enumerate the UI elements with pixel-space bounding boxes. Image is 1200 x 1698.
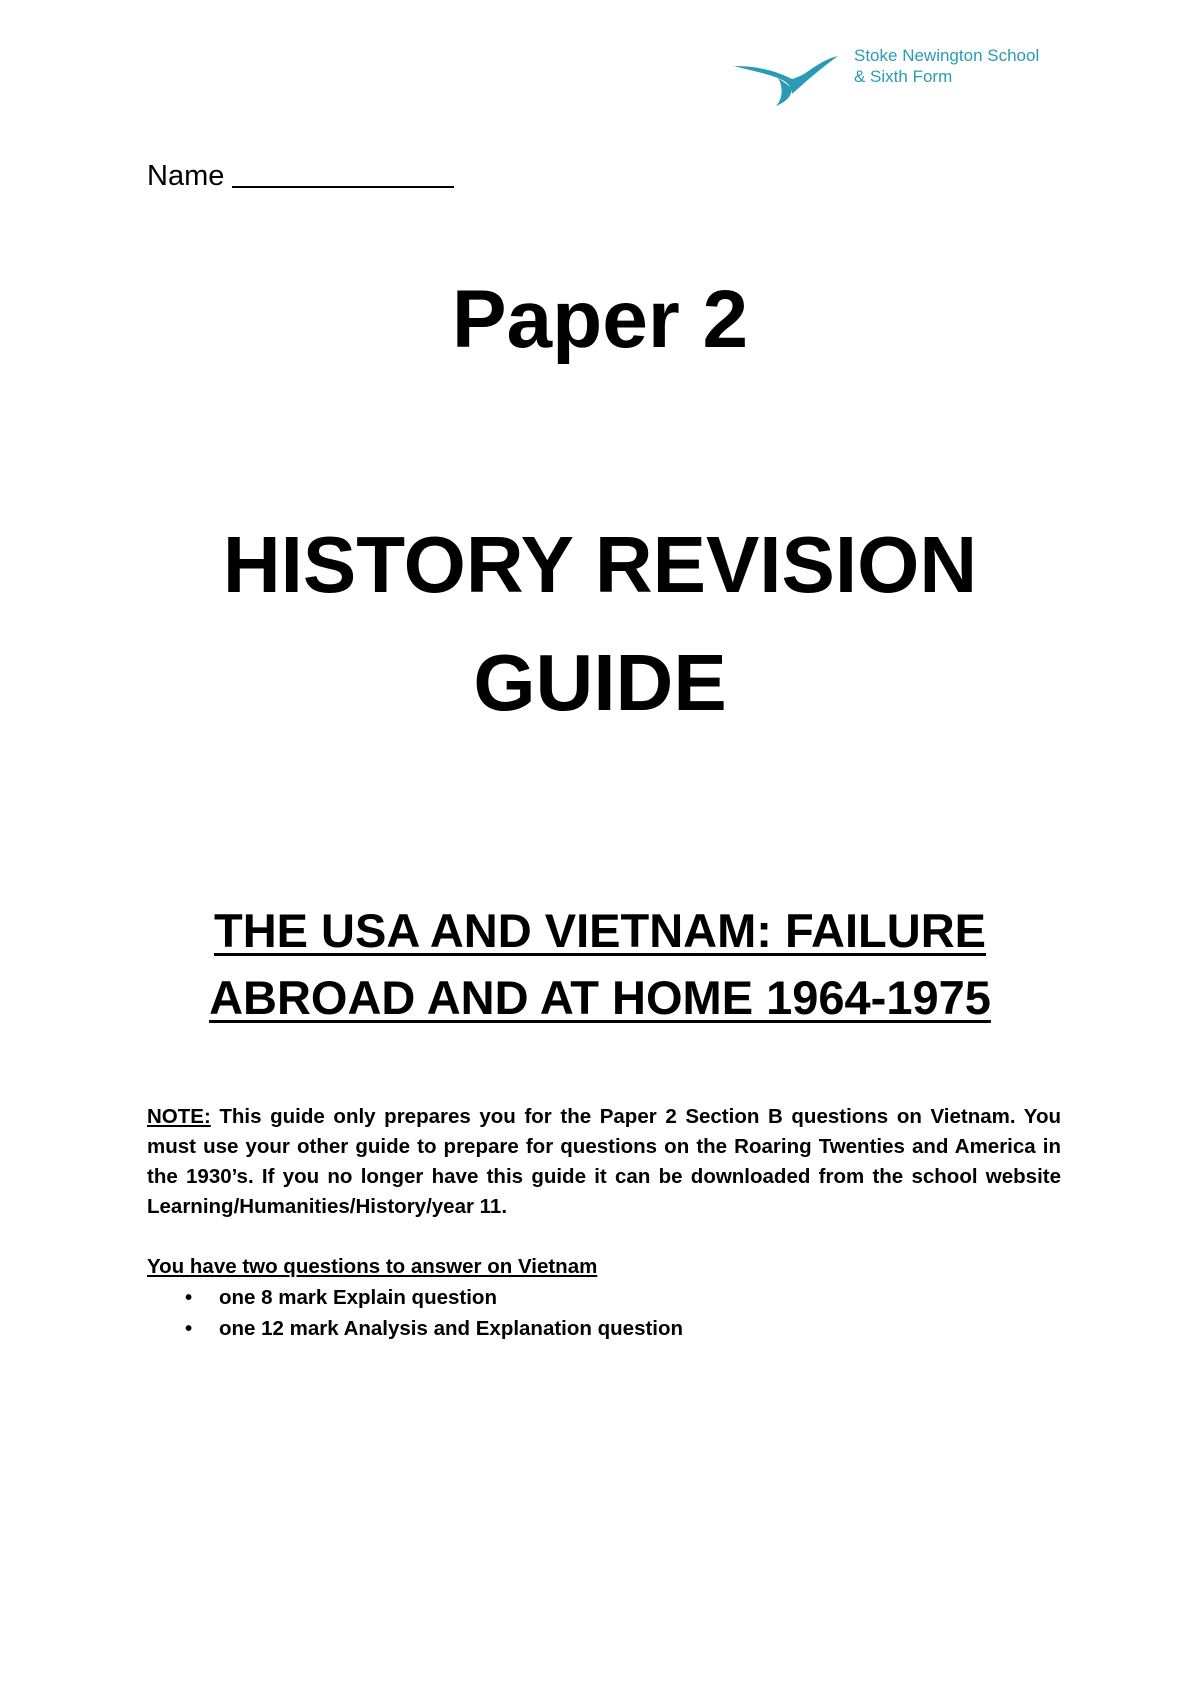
bullet-icon: • xyxy=(185,1317,193,1340)
list-item xyxy=(147,1282,683,1313)
school-name-line1: Stoke Newington School xyxy=(854,46,1040,65)
school-logo xyxy=(730,42,1070,112)
main-title-line1: HISTORY REVISION xyxy=(222,520,978,609)
note-text: This guide only prepares you for the Paper 2 Section B questions on Vietnam. You must use your other guide to prepare for questions on the Roaring Twenties and America in the 1930’s. If you no longer have this guide it can be downloaded from the school website Learning/Humanities/History/year 11. xyxy=(147,1105,1061,1218)
question-item-text: one 12 mark Analysis and Explanation question xyxy=(219,1317,684,1340)
question-list xyxy=(147,1282,683,1344)
list-item xyxy=(147,1313,683,1344)
name-label: Name xyxy=(147,160,225,192)
questions-heading: You have two questions to answer on Vietnam xyxy=(147,1255,598,1278)
paper-title: Paper 2 xyxy=(451,274,749,365)
note-label: NOTE: xyxy=(147,1105,211,1128)
topic-subtitle xyxy=(100,897,1100,1031)
subtitle-line2: ABROAD AND AT HOME 1964-1975 xyxy=(209,971,991,1024)
question-item-text: one 8 mark Explain question xyxy=(219,1286,497,1309)
bullet-icon: • xyxy=(185,1286,193,1309)
subtitle-line1: THE USA AND VIETNAM: FAILURE xyxy=(213,904,986,957)
note-paragraph xyxy=(147,1102,1061,1222)
name-field xyxy=(147,158,454,194)
name-blank-line xyxy=(232,186,454,188)
main-title xyxy=(100,506,1100,742)
school-name-line2: & Sixth Form xyxy=(854,67,953,86)
seagull-icon xyxy=(730,42,850,112)
main-title-line2: GUIDE xyxy=(473,638,727,727)
